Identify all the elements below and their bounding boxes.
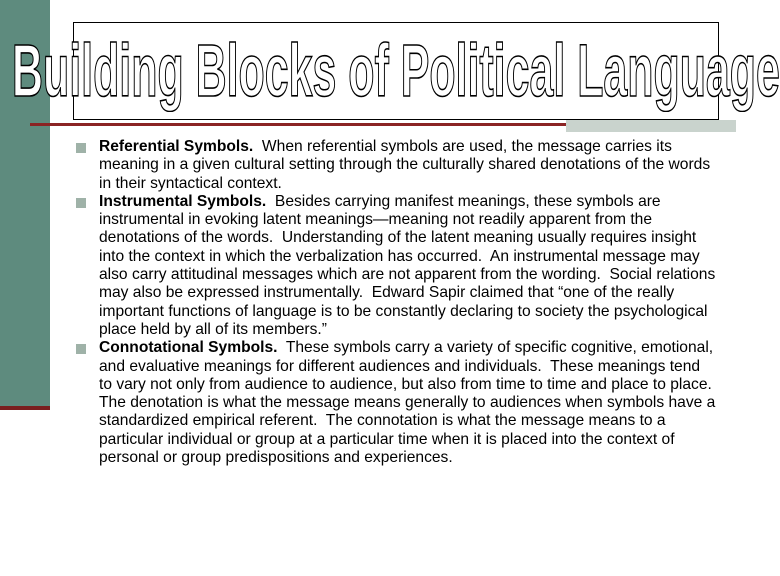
square-bullet-icon: [76, 143, 86, 153]
bullet-text: When referential symbols are used, the message carries its meaning in a given cultural setting through the culturally shared denotations of the words in their syntactical context.: [99, 138, 715, 192]
bullet-list: [76, 138, 721, 467]
square-bullet-icon: [76, 344, 86, 354]
bullet-referential: [76, 138, 716, 193]
title-divider-accent: [566, 120, 736, 132]
bullet-term: Referential Symbols.: [99, 138, 254, 155]
title-divider: [30, 123, 570, 126]
bullet-term: Instrumental Symbols.: [99, 192, 267, 210]
page-title: Building Blocks of Political Language: [12, 29, 780, 112]
bullet-text: Besides carrying manifest meanings, these symbols are instrumental in evoking latent meanings—meaning not readily apparent from the denotations of the words. Understanding of the latent meaning usually requires insight into the context in which the verbalization has occurred. An instrumental message may also carry attitudinal messages which are not apparent from the wording. Social relations may also be expressed instrumentally. Edward Sapir claimed that “one of the really important functions of language is to be constantly declaring to society the psychological place held by all of its members.”: [99, 192, 720, 338]
bullet-instrumental: [76, 192, 720, 339]
title-frame: [12, 22, 780, 120]
sidebar-base-line: [0, 406, 50, 410]
bullet-term: Connotational Symbols.: [99, 339, 278, 357]
bullet-text: These symbols carry a variety of specific cognitive, emotional, and evaluative meanings for different audiences and individuals. These meanings tend to vary not only from audience to audience, but also from time to time and place to place. The denotation is what the message means generally to audiences when symbols have a standardized empirical referent. The connotation is what the message means to a particular individual or group at a particular time when it is placed into the context of personal or group predispositions and experiences.: [99, 339, 721, 467]
bullet-connotational: [76, 339, 721, 467]
square-bullet-icon: [76, 198, 86, 208]
